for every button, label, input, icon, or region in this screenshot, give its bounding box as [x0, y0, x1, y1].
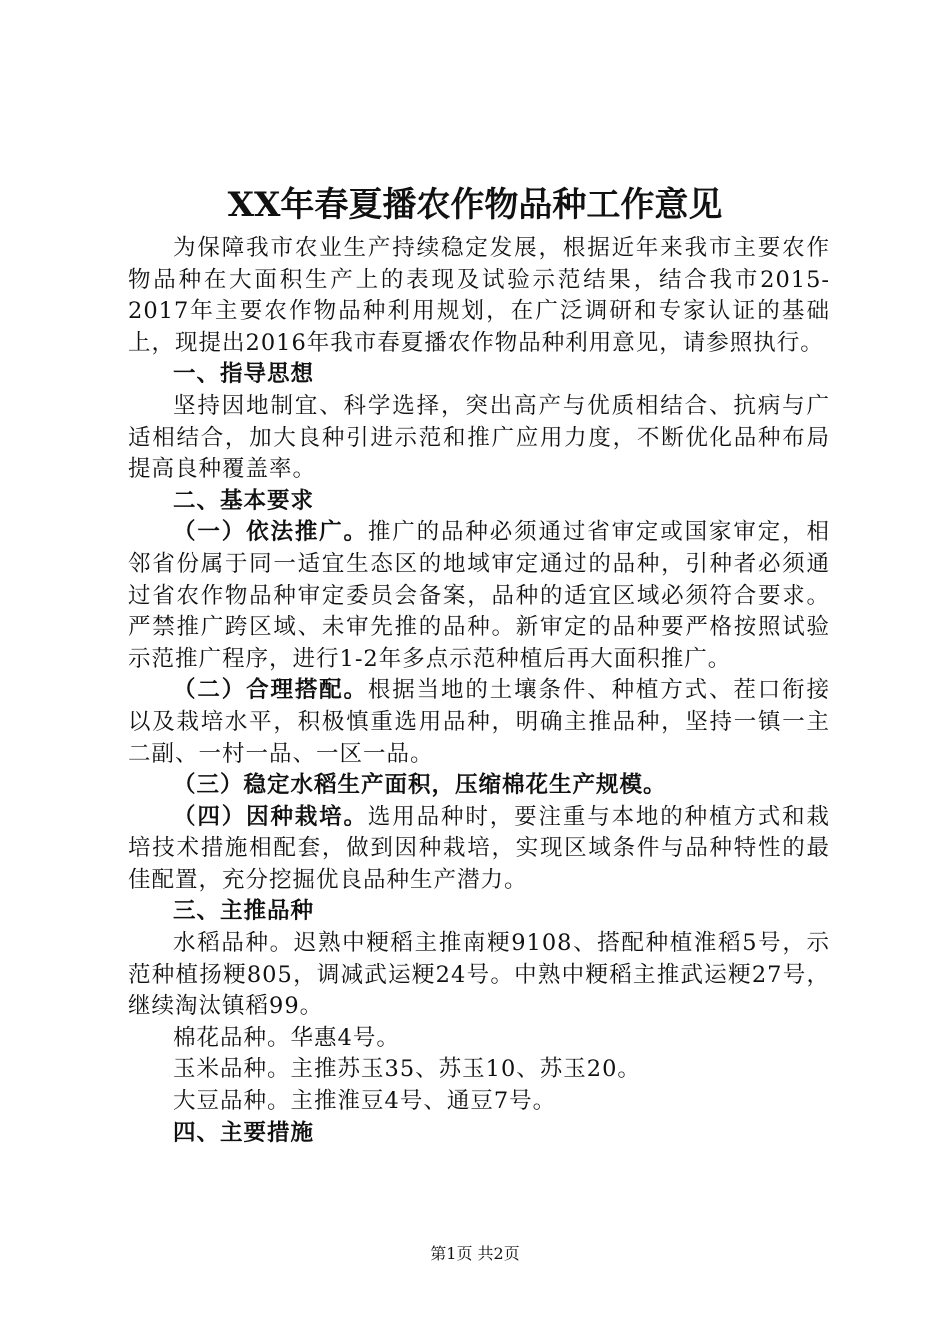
- section-heading-basic-requirements: 二、基本要求: [173, 487, 315, 514]
- soybean-varieties-paragraph: 大豆品种。主推淮豆4号、通豆7号。: [173, 1088, 557, 1115]
- cotton-varieties-paragraph: 棉花品种。华惠4号。: [173, 1024, 400, 1051]
- document-title: XX年春夏播农作物品种工作意见: [227, 185, 723, 225]
- section-heading-guiding-idea: 一、指导思想: [173, 361, 315, 388]
- section-heading-main-varieties: 三、主推品种: [173, 898, 315, 925]
- requirement-item-lead: （一）依法推广。: [173, 519, 368, 546]
- page-footer: 第1页 共2页: [430, 1244, 520, 1263]
- requirement-item-lead: （二）合理搭配。: [173, 677, 368, 704]
- requirement-item-text: 选用品种时，要注重与本地的种植方式和栽培技术措施相配套，做到因种栽培，实现区域条件与品种特性的最佳配置，充分挖掘优良品种生产潜力。: [128, 803, 830, 893]
- requirement-item: [128, 770, 830, 802]
- document-body: [128, 233, 830, 1149]
- requirement-item-text: 根据当地的土壤条件、种植方式、茬口衔接以及栽培水平，积极慎重选用品种，明确主推品种，坚持一镇一主二副、一村一品、一区一品。: [128, 677, 830, 767]
- requirement-item: [128, 802, 830, 897]
- intro-paragraph: 为保障我市农业生产持续稳定发展，根据近年来我市主要农作物品种在大面积生产上的表现及试验示范结果，结合我市2015-2017年主要农作物品种利用规划，在广泛调研和专家认证的基础上，现提出2016年我市春夏播农作物品种利用意见，请参照执行。: [128, 235, 830, 356]
- requirement-item: [128, 517, 830, 675]
- requirement-item-lead: （四）因种栽培。: [173, 803, 368, 830]
- section-heading-main-measures: 四、主要措施: [173, 1119, 315, 1146]
- guiding-idea-paragraph: 坚持因地制宜、科学选择，突出高产与优质相结合、抗病与广适相结合，加大良种引进示范和推广应用力度，不断优化品种布局提高良种覆盖率。: [128, 392, 830, 483]
- requirement-item: [128, 675, 830, 770]
- requirement-item-lead: （三）稳定水稻生产面积，压缩棉花生产规模。: [173, 772, 667, 799]
- corn-varieties-paragraph: 玉米品种。主推苏玉35、苏玉10、苏玉20。: [173, 1056, 641, 1083]
- rice-varieties-paragraph: 水稻品种。迟熟中粳稻主推南粳9108、搭配种植淮稻5号，示范种植扬粳805，调减武运粳24号。中熟中粳稻主推武运粳27号，继续淘汰镇稻99。: [128, 930, 830, 1020]
- requirement-item-text: 推广的品种必须通过省审定或国家审定，相邻省份属于同一适宜生态区的地域审定通过的品种，引种者必须通过省农作物品种审定委员会备案，品种的适宜区域必须符合要求。严禁推广跨区域、未审先推的品种。新审定的品种要严格按照试验示范推广程序，进行1-2年多点示范种植后再大面积推广。: [128, 519, 830, 672]
